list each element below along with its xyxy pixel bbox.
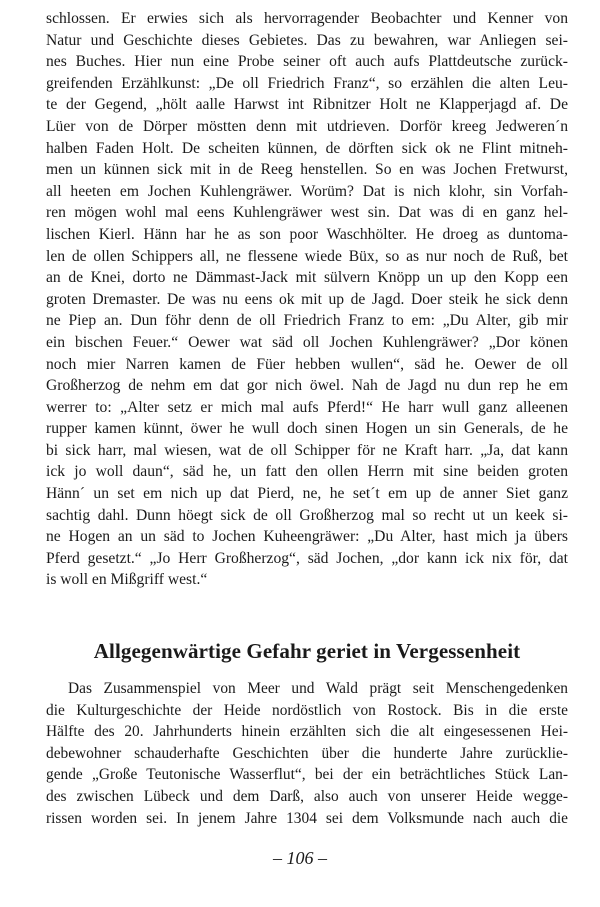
text-line: sachtig dahl. Dunn höegt sick de oll Großherzog mal so recht ut un keek si- <box>46 506 568 524</box>
text-line: ne Hogen an un säd to Jochen Kuheengräwer: „Du Alter, hast mich ja übers <box>46 528 568 546</box>
text-line: werrer to: „Alter setz er mich mal aufs Pferd!“ He harr wull ganz alleenen <box>46 398 568 416</box>
text-line: ick jo woll daun“, säd he, un fatt den ollen Herrn mit sine beiden groten <box>46 463 568 481</box>
text-line: ren mögen wohl mal eens Kuhlengräwer west sin. Dat was di en ganz hel- <box>46 204 568 222</box>
section-heading: Allgegenwärtige Gefahr geriet in Vergessenheit <box>93 639 521 664</box>
text-line: debewohner schauderhafte Geschichten über die hunderte Jahre zurücklie- <box>46 744 568 762</box>
text-line: bi sick harr, mal wiesen, wat de oll Schipper för ne Kraft harr. „Ja, dat kann <box>46 441 568 459</box>
text-line: Großherzog de nehm em dat gor nich öwel. Nah de Jagd nu dun rep he em <box>46 377 568 395</box>
text-line: rissen worden sei. In jenem Jahre 1304 sei dem Volksmunde nach auch die <box>46 809 568 827</box>
page-number: – 106 – <box>273 848 327 868</box>
text-line: schlossen. Er erwies sich als hervorragender Beobachter und Kenner von <box>46 10 568 27</box>
text-line: len de ollen Schippers all, ne flessene wiede Büx, so as nur noch de Ruß, bet <box>46 247 568 265</box>
text-line: lischen Kierl. Hänn har he as son poor Waschhölter. He droeg as duntoma- <box>46 225 568 243</box>
text-line: Hänn´ un set em nich up dat Pierd, ne, he set´t em up de anner Siet ganz <box>46 485 568 503</box>
section-text-block <box>46 678 568 829</box>
text-line: Lüer von de Dörper möstten denn mit utdrieven. Dorför kreeg Jedweren´n <box>46 117 568 135</box>
text-line: des zwischen Lübeck und dem Darß, also auch von unserer Heide wegge- <box>46 787 568 805</box>
body-text-block <box>46 8 568 591</box>
text-line: is woll en Mißgriff west.“ <box>46 571 208 589</box>
text-line: gende „Große Teutonische Wasserflut“, bei der ein beträchtliches Stück Lan- <box>46 766 568 784</box>
text-line: ein bischen Feuer.“ Oewer wat säd oll Jochen Kuhlengräwer? „Dor könen <box>46 333 568 351</box>
text-line: greifenden Erzählkunst: „De oll Friedrich Franz“, so erzählen die alten Leu- <box>46 74 568 92</box>
text-line: Das Zusammenspiel von Meer und Wald prägt seit Menschengedenken <box>68 680 568 697</box>
text-line: ne Piep an. Dun föhr denn de oll Friedrich Franz to em: „Du Alter, gib mir <box>46 312 568 330</box>
text-line: nes Buches. Hier nun eine Probe seiner oft auch aufs Plattdeutsche zurück- <box>46 53 568 71</box>
text-line: groten Dremaster. De was nu eens ok mit up de Jagd. Doer steik he sick denn <box>46 290 568 308</box>
text-line: noch mier Narren kamen de Füer hebben wullen“, säd he. Oewer de oll <box>46 355 568 373</box>
text-line: rupper kamen künnt, öwer he wull doch sinen Hogen un sin Generals, de he <box>46 420 568 438</box>
text-line: all heeten em Jochen Kuhlengräwer. Worüm? Dat is nich klohr, sin Vorfah- <box>46 182 568 200</box>
text-line: Pferd gesetzt.“ „Jo Herr Großherzog“, säd Jochen, „dor kann ick nix för, dat <box>46 549 568 567</box>
text-line: halben Faden Holt. De scheiten künnen, de dörften sick ok ne Flint mitneh- <box>46 139 568 157</box>
text-line: Hälfte des 20. Jahrhunderts hinein erzählten sich die alt eingesessenen Hei- <box>46 723 568 741</box>
text-line: an de Knei, dorto ne Dämmast-Jack mit sülvern Knöpp un up den Kopp een <box>46 269 568 287</box>
text-line: te der Gegend, „hölt aalle Harwst int Ribnitzer Holt ne Klapperjagd af. De <box>46 96 568 114</box>
text-line: die Kulturgeschichte der Heide nordöstlich von Rostock. Bis in die erste <box>46 701 568 719</box>
text-line: Natur und Geschichte dieses Gebietes. Das zu bewahren, war Anliegen sei- <box>46 31 568 49</box>
text-line: men un künnen sick mit in de Reeg henstellen. So en was Jochen Fretwurst, <box>46 161 568 179</box>
